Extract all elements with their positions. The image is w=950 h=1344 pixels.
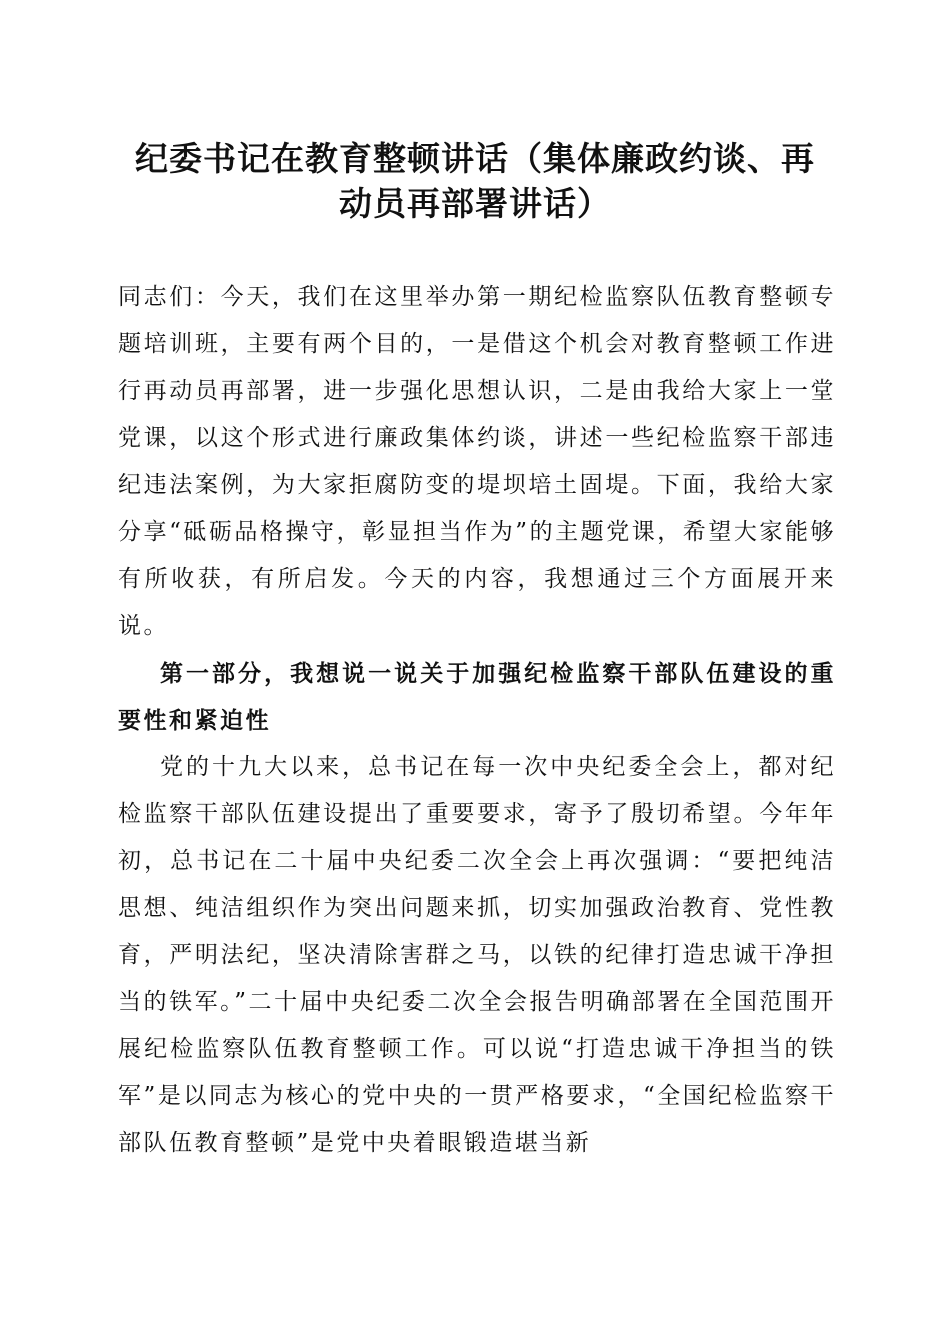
document-title: [100, 136, 850, 226]
document-body: [118, 274, 836, 1167]
section-heading-1: 第一部分，我想说一说关于加强纪检监察干部队伍建设的重要性和紧迫性: [118, 660, 836, 734]
opening-paragraph: 同志们：今天，我们在这里举办第一期纪检监察队伍教育整顿专题培训班，主要有两个目的，一是借这个机会对教育整顿工作进行再动员再部署，进一步强化思想认识，二是由我给大家上一堂党课，以这个形式进行廉政集体约谈，讲述一些纪检监察干部违纪违法案例，为大家拒腐防变的堤坝培土固堤。下面，我给大家分享“砥砺品格操守，彰显担当作为”的主题党课，希望大家能够有所收获，有所启发。今天的内容，我想通过三个方面展开来说。: [118, 284, 836, 639]
title-line-1: 纪委书记在教育整顿讲话（集体廉政约谈、再: [135, 139, 815, 178]
section-1-paragraph: 党的十九大以来，总书记在每一次中央纪委全会上，都对纪检监察干部队伍建设提出了重要要求，寄予了殷切希望。今年年初，总书记在二十届中央纪委二次全会上再次强调：“要把纯洁思想、纯洁组织作为突出问题来抓，切实加强政治教育、党性教育，严明法纪，坚决清除害群之马，以铁的纪律打造忠诚干净担当的铁军。”二十届中央纪委二次全会报告明确部署在全国范围开展纪检监察队伍教育整顿工作。可以说“打造忠诚干净担当的铁军”是以同志为核心的党中央的一贯严格要求，“全国纪检监察干部队伍教育整顿”是党中央着眼锻造堪当新: [118, 754, 836, 1156]
title-line-2: 动员再部署讲话）: [339, 184, 611, 223]
